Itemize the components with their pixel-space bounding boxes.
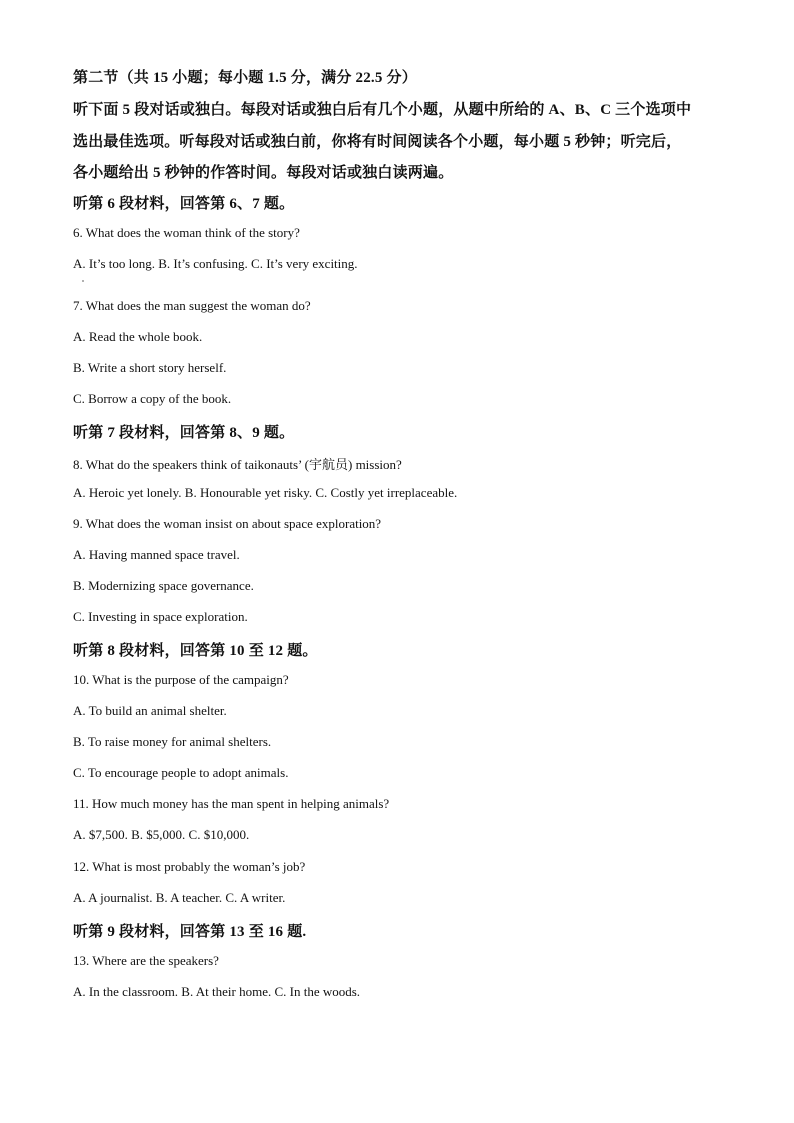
section-title: 第二节（共 15 小题；每小题 1.5 分，满分 22.5 分） <box>73 70 417 86</box>
question-9-option-c: C. Investing in space exploration. <box>73 609 248 624</box>
question-11: 11. How much money has the man spent in helping animals? <box>73 796 390 811</box>
question-8: 8. What do the speakers think of taikonauts’ (宇航员) mission? <box>73 457 402 472</box>
question-10-option-c: C. To encourage people to adopt animals. <box>73 765 289 780</box>
question-13-options: A. In the classroom. B. At their home. C. In the woods. <box>73 984 361 999</box>
question-7-option-a: A. Read the whole book. <box>73 329 203 344</box>
question-7-option-b: B. Write a short story herself. <box>73 360 227 375</box>
question-7-option-c: C. Borrow a copy of the book. <box>73 391 232 406</box>
instructions-line-2: 选出最佳选项。听每段对话或独白前，你将有时间阅读各个小题，每小题 5 秒钟；听完后， <box>73 134 682 150</box>
question-9: 9. What does the woman insist on about space exploration? <box>73 516 382 531</box>
question-10-option-a: A. To build an animal shelter. <box>73 703 227 718</box>
question-10: 10. What is the purpose of the campaign? <box>73 672 289 687</box>
question-11-options: A. $7,500. B. $5,000. C. $10,000. <box>73 827 250 842</box>
group-6-header: 听第 6 段材料，回答第 6、7 题。 <box>73 196 295 212</box>
group-8-header: 听第 8 段材料，回答第 10 至 12 题。 <box>73 643 318 659</box>
question-12: 12. What is most probably the woman’s job? <box>73 859 306 874</box>
question-9-option-a: A. Having manned space travel. <box>73 547 240 562</box>
question-7: 7. What does the man suggest the woman do? <box>73 298 311 313</box>
instructions-line-1: 听下面 5 段对话或独白。每段对话或独白后有几个小题，从题中所给的 A、B、C 三个选项中 <box>73 102 692 118</box>
question-6: 6. What does the woman think of the story? <box>73 225 300 240</box>
question-6-options: A. It’s too long. B. It’s confusing. C. It’s very exciting. <box>73 256 358 271</box>
question-13: 13. Where are the speakers? <box>73 953 219 968</box>
question-10-option-b: B. To raise money for animal shelters. <box>73 734 272 749</box>
question-9-option-b: B. Modernizing space governance. <box>73 578 254 593</box>
stray-mark <box>82 280 84 282</box>
question-12-options: A. A journalist. B. A teacher. C. A writer. <box>73 890 286 905</box>
group-7-header: 听第 7 段材料，回答第 8、9 题。 <box>73 425 295 441</box>
instructions-line-3: 各小题给出 5 秒钟的作答时间。每段对话或独白读两遍。 <box>73 165 454 181</box>
question-8-options: A. Heroic yet lonely. B. Honourable yet risky. C. Costly yet irreplaceable. <box>73 485 458 500</box>
group-9-header: 听第 9 段材料，回答第 13 至 16 题. <box>73 924 307 940</box>
